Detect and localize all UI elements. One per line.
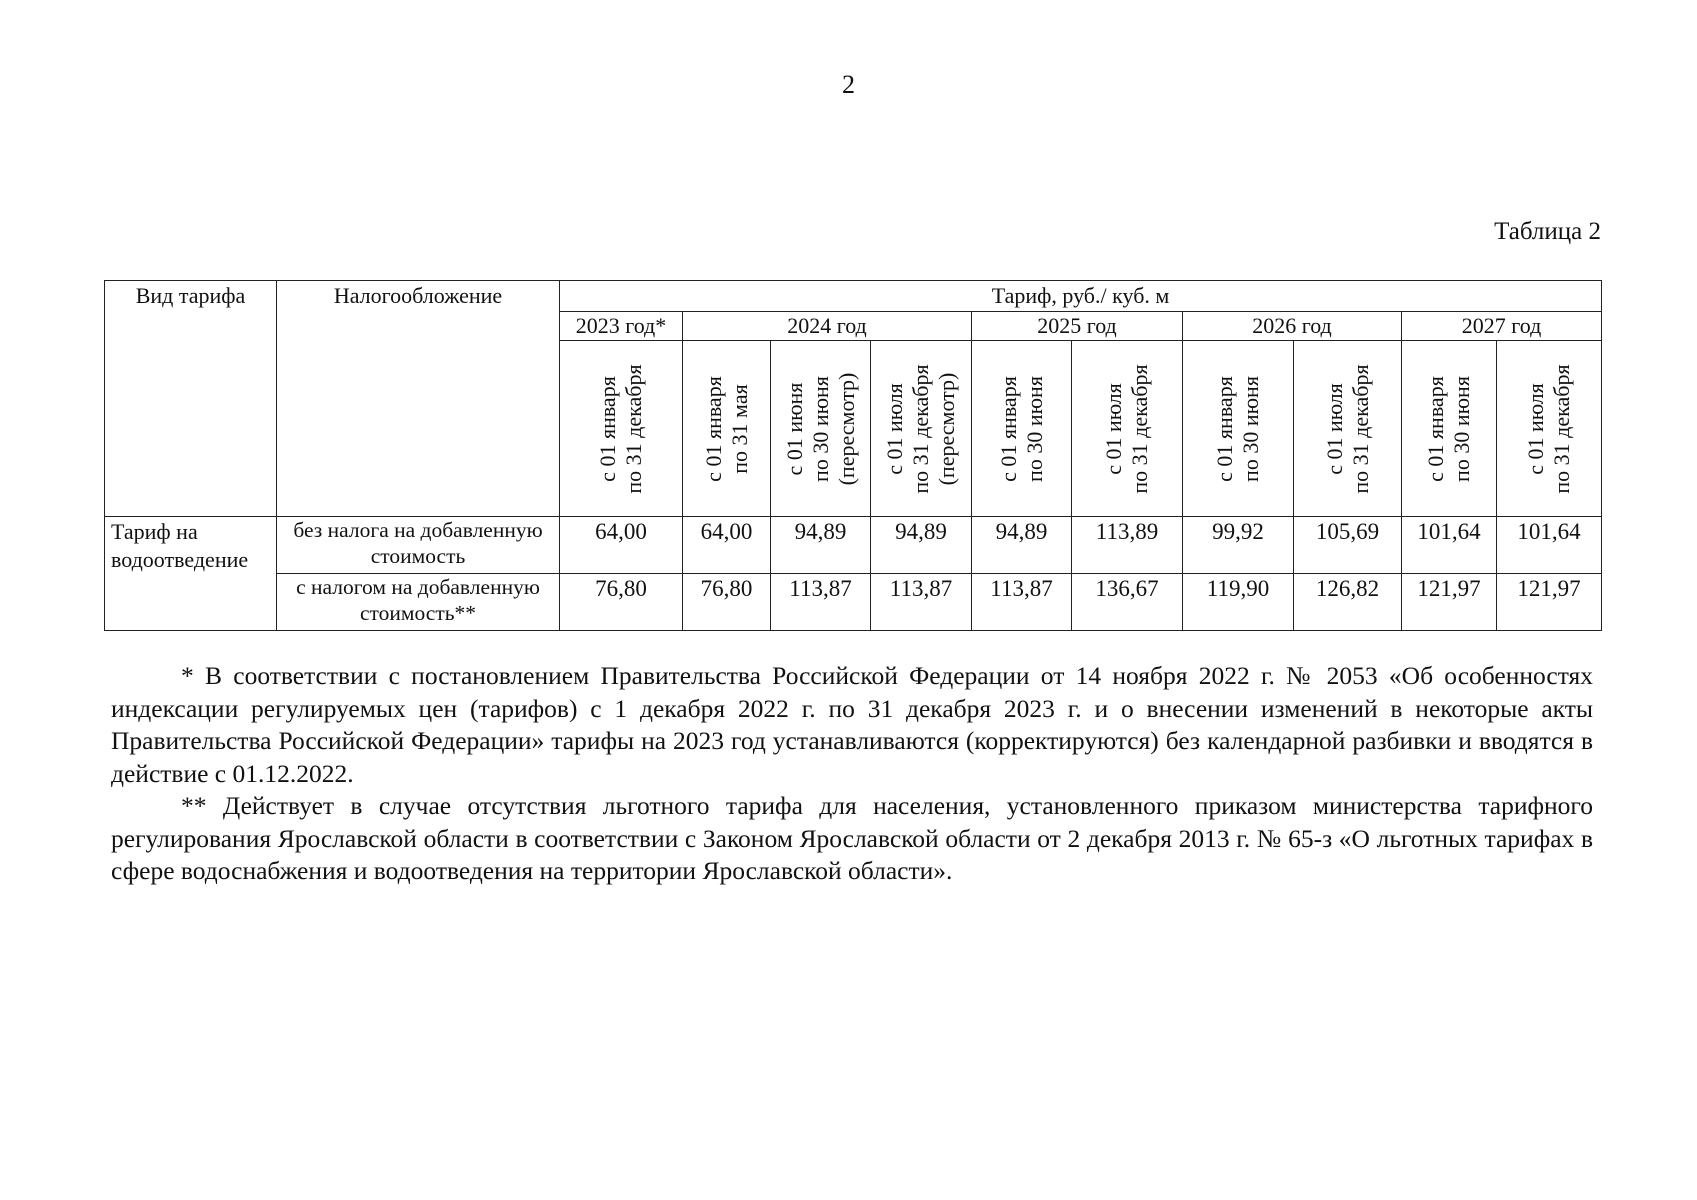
year-header-2024: 2024 год (683, 312, 972, 341)
period-header: с 01 января по 31 мая (683, 341, 771, 517)
value-cell: 113,89 (1072, 517, 1183, 574)
value-cell: 113,87 (771, 574, 871, 631)
value-cell: 64,00 (683, 517, 771, 574)
period-header: с 01 июня по 30 июня (пересмотр) (771, 341, 871, 517)
period-header: с 01 июля по 31 декабря (1497, 341, 1602, 517)
period-header: с 01 июля по 31 декабря (пересмотр) (871, 341, 972, 517)
value-cell: 113,87 (972, 574, 1072, 631)
year-header-2025: 2025 год (972, 312, 1183, 341)
period-header: с 01 января по 31 декабря (560, 341, 683, 517)
value-cell: 119,90 (1183, 574, 1294, 631)
column-header-taxation: Налогообложение (277, 281, 560, 517)
year-header-2026: 2026 год (1183, 312, 1402, 341)
value-cell: 76,80 (683, 574, 771, 631)
value-cell: 126,82 (1294, 574, 1402, 631)
footnotes (111, 660, 1593, 888)
value-cell: 105,69 (1294, 517, 1402, 574)
table-caption: Таблица 2 (1494, 218, 1601, 245)
value-cell: 76,80 (560, 574, 683, 631)
period-header: с 01 января по 30 июня (972, 341, 1072, 517)
value-cell: 94,89 (771, 517, 871, 574)
value-cell: 121,97 (1497, 574, 1602, 631)
tariff-table (104, 280, 1602, 631)
column-header-kind: Вид тарифа (105, 281, 277, 517)
table-row (105, 517, 1602, 574)
value-cell: 136,67 (1072, 574, 1183, 631)
value-cell: 101,64 (1497, 517, 1602, 574)
tariff-header: Тариф, руб./ куб. м (560, 281, 1602, 312)
value-cell: 94,89 (871, 517, 972, 574)
period-header: с 01 июля по 31 декабря (1294, 341, 1402, 517)
period-header: с 01 января по 30 июня (1402, 341, 1497, 517)
footnote-1: * В соответствии с постановлением Правительства Российской Федерации от 14 ноября 2022 г. № 2053 «Об особенностях индексации регулируемых цен (тарифов) с 1 декабря 2022 г. по 31 декабря 2023 г. и о внесении изменений в некоторые акты Правительства Российской Федерации» тарифы на 2023 год устанавливаются (корректируются) без календарной разбивки и вводятся в действие с 01.12.2022. (111, 661, 1593, 788)
year-header-2023: 2023 год* (560, 312, 683, 341)
value-cell: 101,64 (1402, 517, 1497, 574)
tariff-kind-cell: Тариф на водоотведение (105, 517, 277, 631)
period-header: с 01 июля по 31 декабря (1072, 341, 1183, 517)
period-header: с 01 января по 30 июня (1183, 341, 1294, 517)
footnote-2: ** Действует в случае отсутствия льготного тарифа для населения, установленного приказом министерства тарифного регулирования Ярославской области в соответствии с Законом Ярославской области от 2 декабря 2013 г. № 65-з «О льготных тарифах в сфере водоснабжения и водоотведения на территории Ярославской области». (111, 791, 1593, 885)
value-cell: 121,97 (1402, 574, 1497, 631)
table-row (105, 574, 1602, 631)
value-cell: 64,00 (560, 517, 683, 574)
taxation-cell: с налогом на добавленную стоимость** (277, 574, 560, 631)
value-cell: 113,87 (871, 574, 972, 631)
year-header-2027: 2027 год (1402, 312, 1602, 341)
taxation-cell: без налога на добавленную стоимость (277, 517, 560, 574)
value-cell: 99,92 (1183, 517, 1294, 574)
value-cell: 94,89 (972, 517, 1072, 574)
page-number: 2 (842, 70, 855, 99)
